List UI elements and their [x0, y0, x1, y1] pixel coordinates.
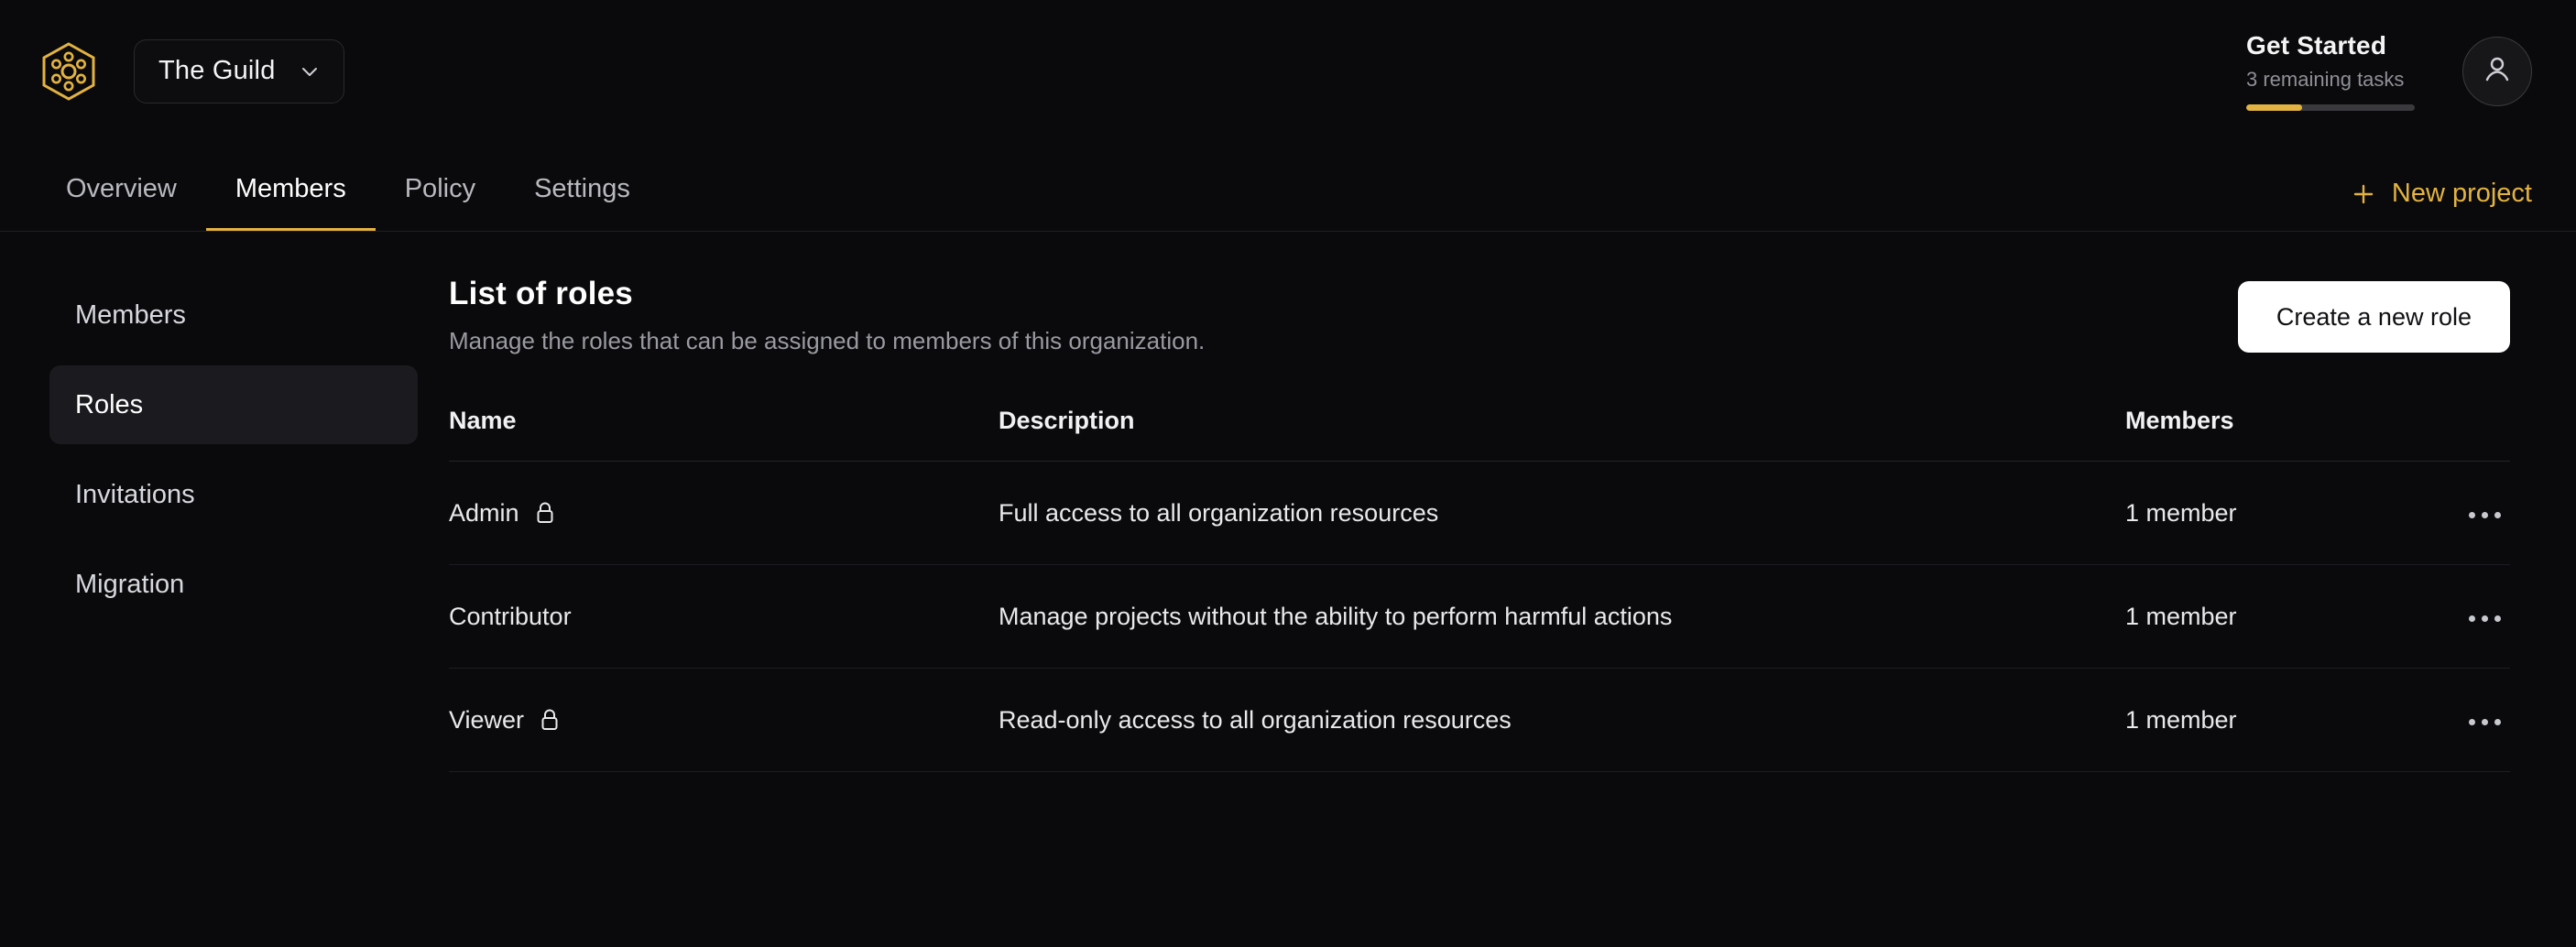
primary-tabs	[37, 174, 660, 231]
table-row	[449, 565, 2510, 669]
column-header-name: Name	[449, 407, 999, 462]
get-started-progress-bar	[2246, 104, 2415, 111]
roles-table-body	[449, 462, 2510, 772]
get-started-subtitle: 3 remaining tasks	[2246, 68, 2405, 91]
role-description: Full access to all organization resources	[999, 462, 2125, 565]
sidebar-item-label: Roles	[75, 389, 144, 419]
column-header-members: Members	[2125, 407, 2400, 462]
get-started-progress-fill	[2246, 104, 2302, 111]
tab-members[interactable]: Members	[206, 174, 376, 231]
role-name: Contributor	[449, 602, 572, 630]
user-avatar-icon	[2480, 51, 2515, 91]
lock-icon	[539, 707, 561, 733]
role-actions-cell	[2400, 669, 2510, 772]
role-name-cell	[449, 462, 999, 565]
page-subtitle: Manage the roles that can be assigned to members of this organization.	[449, 327, 1206, 354]
role-name: Admin	[449, 498, 519, 527]
sidebar-item-label: Invitations	[75, 479, 195, 509]
tab-policy[interactable]: Policy	[404, 174, 476, 203]
org-name: The Guild	[158, 56, 276, 85]
sidebar-item-label: Members	[75, 299, 186, 330]
role-members-count: 1 member	[2125, 462, 2400, 565]
sidebar-item-members[interactable]	[49, 276, 418, 354]
avatar[interactable]	[2462, 37, 2532, 106]
role-members-count: 1 member	[2125, 669, 2400, 772]
tab-settings[interactable]: Settings	[534, 174, 630, 203]
sidebar	[0, 232, 449, 947]
sidebar-item-roles[interactable]	[49, 365, 418, 444]
sidebar-item-invitations[interactable]	[49, 455, 418, 534]
sidebar-item-migration[interactable]	[49, 545, 418, 624]
new-project-button[interactable]	[2352, 179, 2532, 231]
chevron-down-icon	[300, 61, 320, 82]
hexagon-logo-icon[interactable]	[37, 39, 101, 103]
top-bar	[0, 0, 2576, 142]
role-name-cell	[449, 669, 999, 772]
role-description: Manage projects without the ability to perform harmful actions	[999, 565, 2125, 669]
role-description: Read-only access to all organization resources	[999, 669, 2125, 772]
role-name: Viewer	[449, 705, 525, 734]
primary-tabs-bar	[0, 142, 2576, 232]
column-header-description: Description	[999, 407, 2125, 462]
table-row	[449, 462, 2510, 565]
main-content	[449, 232, 2576, 947]
more-options-icon[interactable]	[2460, 708, 2510, 736]
tab-overview[interactable]: Overview	[66, 174, 177, 203]
more-options-icon[interactable]	[2460, 604, 2510, 633]
page-title: List of roles	[449, 276, 633, 311]
get-started-widget[interactable]	[2246, 31, 2415, 111]
table-row	[449, 669, 2510, 772]
main-header	[449, 276, 2510, 355]
roles-table-head	[449, 407, 2510, 462]
role-members-count: 1 member	[2125, 565, 2400, 669]
more-options-icon[interactable]	[2460, 501, 2510, 529]
create-new-role-button[interactable]: Create a new role	[2238, 281, 2510, 353]
roles-table	[449, 407, 2510, 772]
role-actions-cell	[2400, 565, 2510, 669]
column-header-actions	[2400, 407, 2510, 462]
sidebar-item-label: Migration	[75, 569, 185, 599]
plus-icon	[2352, 182, 2375, 206]
new-project-label: New project	[2391, 179, 2532, 208]
lock-icon	[534, 500, 556, 526]
page-body	[0, 232, 2576, 947]
role-name-cell	[449, 565, 999, 669]
table-header-row	[449, 407, 2510, 462]
main-header-text	[449, 276, 1205, 355]
role-actions-cell	[2400, 462, 2510, 565]
get-started-title: Get Started	[2246, 31, 2387, 60]
org-switcher[interactable]	[134, 39, 344, 103]
